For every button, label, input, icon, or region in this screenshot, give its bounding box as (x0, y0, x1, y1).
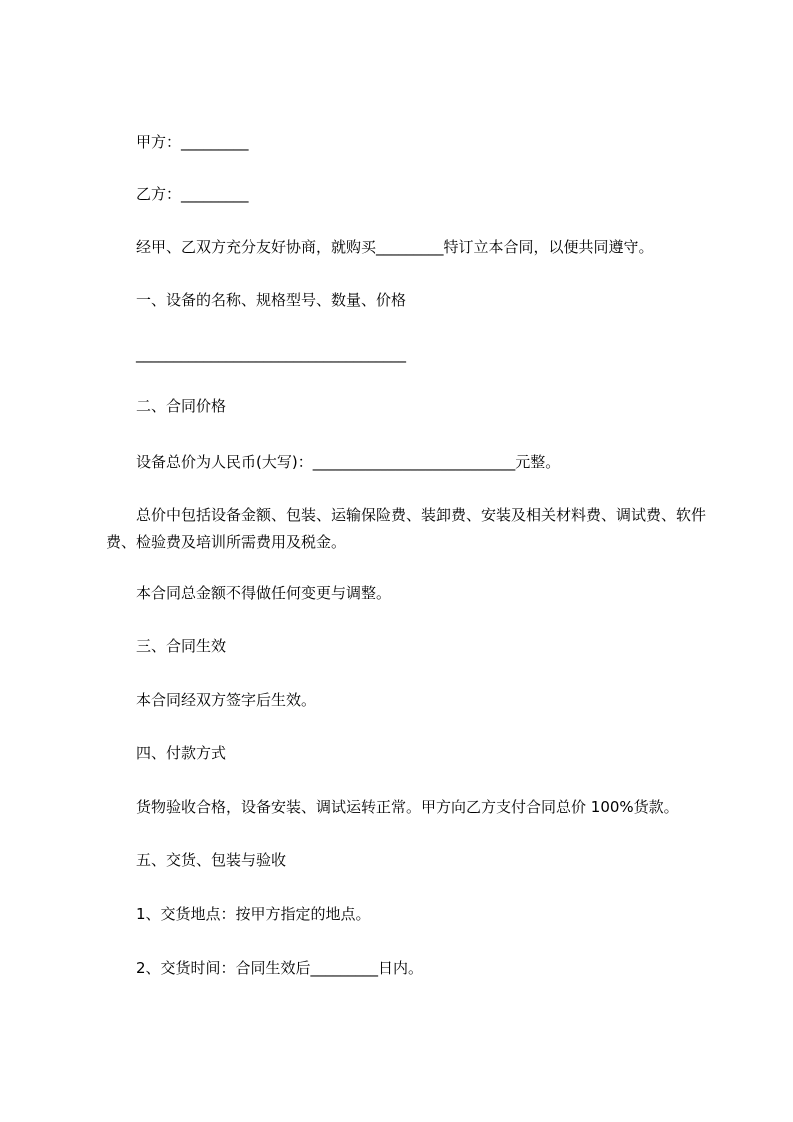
delivery-location-item: 1、交货地点：按甲方指定的地点。 (136, 905, 371, 923)
total-price-label: 设备总价为人民币(大写)： (136, 453, 313, 471)
section-1-heading: 一、设备的名称、规格型号、数量、价格 (136, 291, 407, 309)
section-3-heading: 三、合同生效 (136, 637, 227, 655)
total-price-line (136, 452, 560, 472)
party-a-blank: _________ (181, 133, 249, 151)
delivery-time-item (136, 958, 423, 978)
total-price-suffix: 元整。 (515, 453, 561, 471)
total-price-blank: ___________________________ (312, 453, 516, 471)
delivery-time-after: 日内。 (378, 959, 424, 977)
delivery-time-before: 2、交货时间：合同生效后 (136, 959, 311, 977)
intro-before: 经甲、乙双方充分友好协商，就购买 (136, 238, 377, 256)
equipment-list-blank: ____________________________________ (136, 345, 406, 363)
section-4-heading: 四、付款方式 (136, 744, 227, 762)
price-fixed-text: 本合同总金额不得做任何变更与调整。 (136, 584, 392, 602)
payment-text: 货物验收合格，设备安装、调试运转正常。甲方向乙方支付合同总价 100%货款。 (136, 798, 679, 816)
intro-blank: _________ (376, 238, 444, 256)
section-5-heading: 五、交货、包装与验收 (136, 851, 287, 869)
section-2-heading: 二、合同价格 (136, 397, 227, 415)
intro-after: 特订立本合同，以便共同遵守。 (443, 238, 654, 256)
party-b-label: 乙方： (136, 185, 182, 203)
party-b-line (136, 184, 249, 204)
delivery-time-blank: _________ (310, 959, 379, 977)
effectiveness-text: 本合同经双方签字后生效。 (136, 691, 317, 709)
price-includes-paragraph: 总价中包括设备金额、包装、运输保险费、装卸费、安装及相关材料费、调试费、软件费、检验费及培训所需费用及税金。 (106, 506, 707, 551)
intro-line (136, 237, 654, 257)
party-a-line (136, 132, 249, 152)
party-a-label: 甲方： (136, 133, 182, 151)
party-b-blank: _________ (181, 185, 249, 203)
